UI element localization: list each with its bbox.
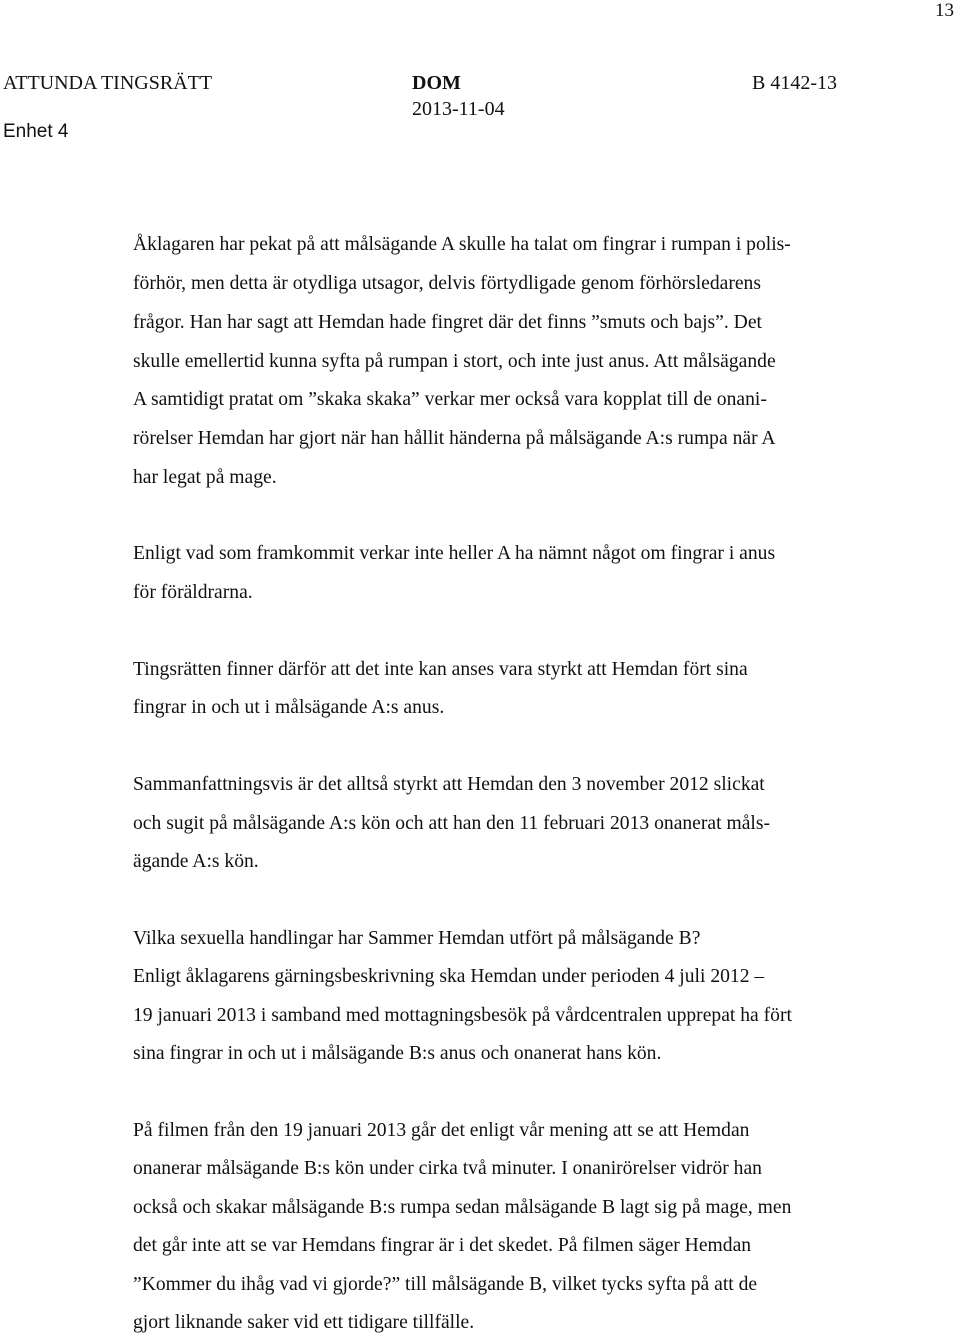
text-line: gjort liknande saker vid ett tidigare tillfälle. <box>133 1312 475 1333</box>
text-line: frågor. Han har sagt att Hemdan hade fingret där det finns ”smuts och bajs”. Det <box>133 312 762 333</box>
text-line: 19 januari 2013 i samband med mottagningsbesök på vårdcentralen upprepat ha fört <box>133 1005 792 1026</box>
page-number: 13 <box>935 0 954 21</box>
text-line: Åklagaren har pekat på att målsägande A skulle ha talat om fingrar i rumpan i polis- <box>133 234 791 255</box>
section-question: Vilka sexuella handlingar har Sammer Hemdan utfört på målsägande B? <box>133 928 701 949</box>
text-line: har legat på mage. <box>133 467 277 488</box>
text-line: onanerar målsägande B:s kön under cirka två minuter. I onanirörelser vidrör han <box>133 1158 762 1179</box>
text-line: fingrar in och ut i målsägande A:s anus. <box>133 697 445 718</box>
text-line: också och skakar målsägande B:s rumpa sedan målsägande B lagt sig på mage, men <box>133 1197 792 1218</box>
text-line: rörelser Hemdan har gjort när han hållit händerna på målsägande A:s rumpa när A <box>133 428 776 449</box>
text-line: Tingsrätten finner därför att det inte kan anses vara styrkt att Hemdan fört sina <box>133 659 748 680</box>
text-line: A samtidigt pratat om ”skaka skaka” verkar mer också vara kopplat till de onani- <box>133 389 767 410</box>
text-line: sina fingrar in och ut i målsägande B:s anus och onanerat hans kön. <box>133 1043 662 1064</box>
text-line: det går inte att se var Hemdans fingrar är i det skedet. På filmen säger Hemdan <box>133 1235 752 1256</box>
text-line: Enligt vad som framkommit verkar inte heller A ha nämnt något om fingrar i anus <box>133 543 776 564</box>
text-line: Sammanfattningsvis är det alltså styrkt att Hemdan den 3 november 2012 slickat <box>133 774 765 795</box>
text-line: skulle emellertid kunna syfta på rumpan i stort, och inte just anus. Att målsägande <box>133 351 776 372</box>
text-line: På filmen från den 19 januari 2013 går det enligt vår mening att se att Hemdan <box>133 1120 750 1141</box>
court-name: ATTUNDA TINGSRÄTT <box>3 72 213 94</box>
court-unit: Enhet 4 <box>3 121 69 142</box>
text-line: och sugit på målsägande A:s kön och att han den 11 februari 2013 onanerat måls- <box>133 813 770 834</box>
text-line: ”Kommer du ihåg vad vi gjorde?” till målsägande B, vilket tycks syfta på att de <box>133 1274 758 1295</box>
text-line: förhör, men detta är otydliga utsagor, delvis förtydligade genom förhörsledarens <box>133 273 761 294</box>
text-line: för föräldrarna. <box>133 582 253 603</box>
text-line: Enligt åklagarens gärningsbeskrivning ska Hemdan under perioden 4 juli 2012 – <box>133 966 765 987</box>
document-date: 2013-11-04 <box>412 98 505 120</box>
document-type: DOM <box>412 72 461 94</box>
case-number: B 4142-13 <box>752 72 837 94</box>
text-line: ägande A:s kön. <box>133 851 259 872</box>
